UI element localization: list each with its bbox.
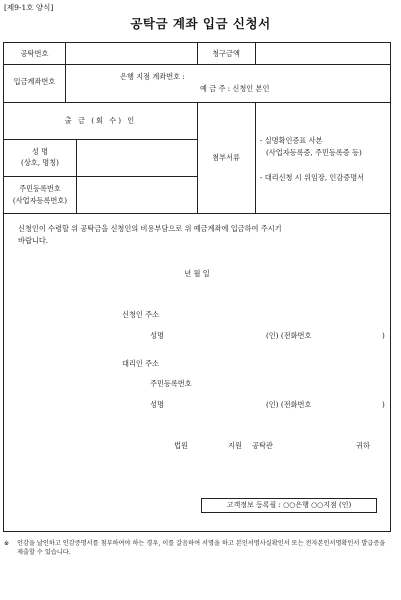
branch-court-label: 지원 — [228, 441, 242, 450]
attachments-label: 첨부서류 — [212, 153, 240, 162]
table-rule — [255, 102, 256, 213]
request-text-line2: 바랍니다. — [18, 236, 49, 245]
table-rule — [4, 64, 390, 65]
request-text-line1: 신청인이 수령할 위 공탁금을 신청인의 비용부담으로 위 예금계좌에 입금하여 주시기 — [18, 224, 282, 233]
court-label: 법원 — [174, 441, 188, 450]
applicant-address-label: 신청인 주소 — [122, 310, 160, 319]
attachment-item-2: - 대리신청 시 위임장, 인감증명서 — [260, 173, 365, 182]
account-holder-line: 예 금 주 : 신청인 본인 — [200, 84, 270, 93]
bank-branch-line: 은행 지점 계좌번호 : — [120, 72, 185, 81]
name-label: 성 명 — [31, 147, 49, 156]
addressee-label: 귀하 — [356, 441, 370, 450]
table-rule — [4, 176, 197, 177]
form-frame — [3, 42, 391, 532]
account-label: 입금계좌번호 — [13, 77, 56, 86]
agent-name-label: 성명 — [150, 400, 164, 409]
table-rule — [4, 139, 197, 140]
agent-seal-phone: (인) (전화번호 — [266, 400, 312, 409]
deposit-no-label: 공탁번호 — [20, 49, 49, 58]
applicant-name-label: 성명 — [150, 331, 164, 340]
agent-address-label: 대리인 주소 — [122, 359, 160, 368]
table-rule — [4, 213, 390, 214]
applicant-phone-close: ) — [382, 331, 385, 340]
applicant-seal-phone: (인) (전화번호 — [266, 331, 312, 340]
form-title: 공탁금 계좌 입금 신청서 — [130, 16, 271, 31]
table-rule — [76, 139, 77, 213]
payee-header: 출 금 (회 수) 인 — [64, 116, 137, 125]
attachment-item-1-detail: (사업자등록증, 주민등록증 등) — [266, 148, 362, 157]
agent-phone-close: ) — [382, 400, 385, 409]
table-rule — [65, 43, 66, 102]
deposit-officer-label: 공탁관 — [252, 441, 273, 450]
attachment-item-1: - 실명확인증표 사본 — [260, 136, 323, 145]
business-no-label: (사업자등록번호) — [12, 196, 68, 205]
agent-resident-label: 주민등록번호 — [150, 379, 192, 388]
resident-no-label: 주민등록번호 — [19, 184, 61, 193]
name-label-sub: (상호, 명칭) — [21, 158, 59, 167]
table-rule — [255, 43, 256, 64]
footnote-text: 인감을 날인하고 인감증명서를 첨부하여야 하는 경우, 이를 갈음하여 서명을 하고 본인서명사실확인서 또는 전자본인서명확인서 발급증을 제출할 수 있습니다. — [17, 540, 386, 556]
footnote-mark: ※ — [4, 540, 10, 547]
form-number: [제9-1호 양식] — [4, 3, 54, 12]
date-line: 년 월 일 — [184, 269, 210, 278]
customer-info-notice: 고객정보 등록필 : ○○은행 ○○지점 (인) — [201, 498, 377, 513]
claim-amount-label: 청구금액 — [212, 49, 240, 58]
